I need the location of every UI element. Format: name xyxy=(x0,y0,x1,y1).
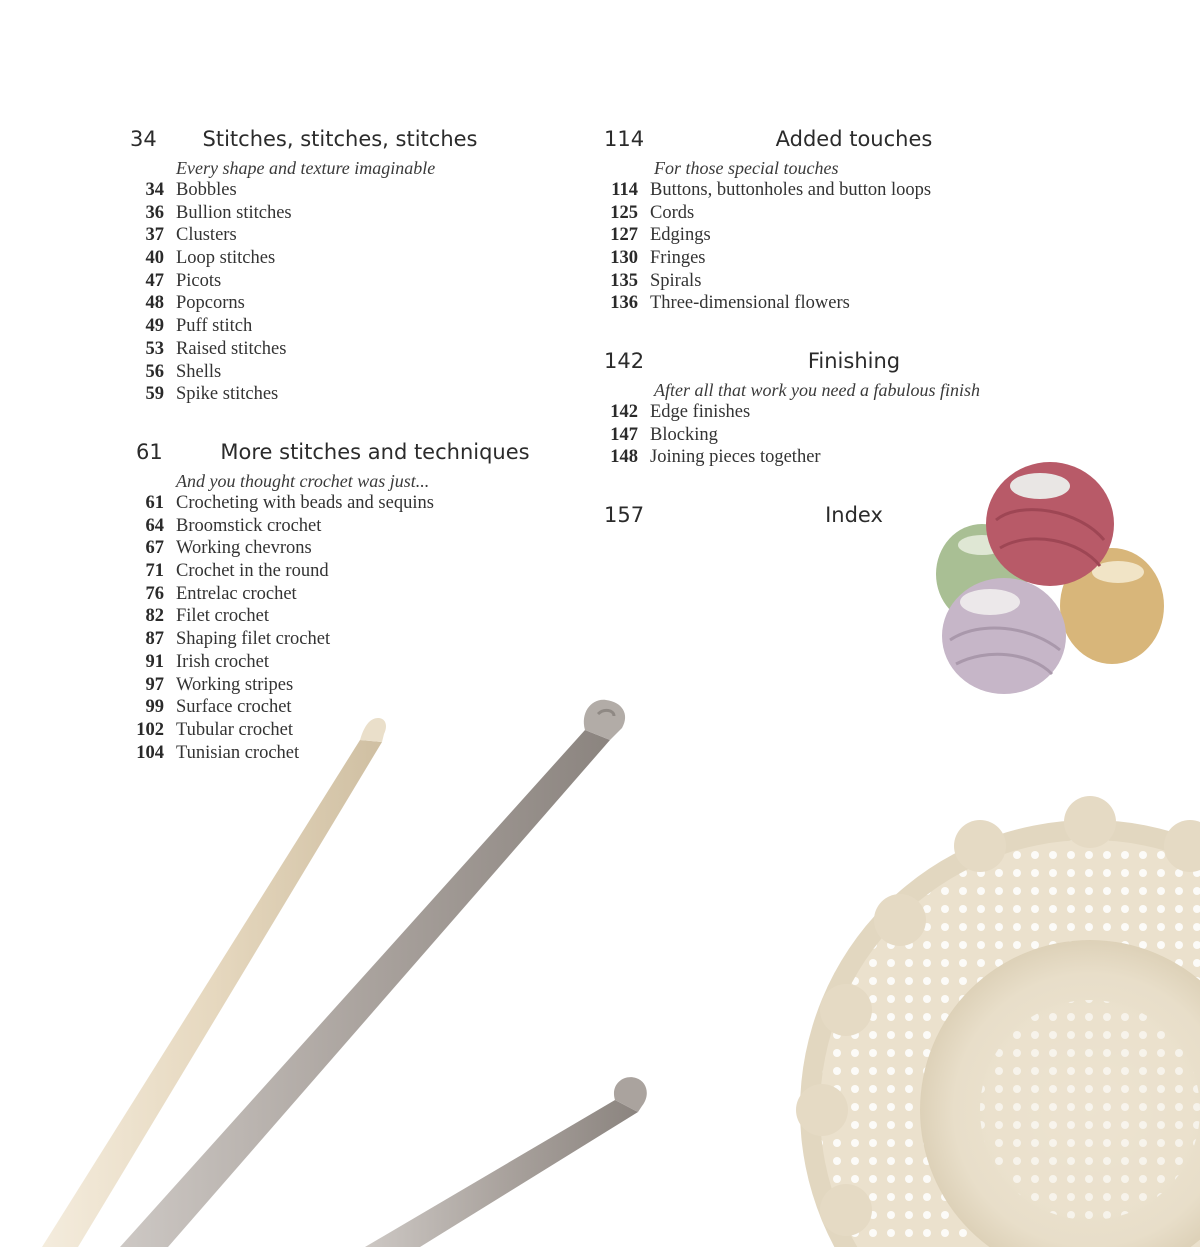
section-title: Added touches xyxy=(775,127,933,151)
entry-page: 125 xyxy=(610,202,638,223)
entry-title: Surface crochet xyxy=(176,697,292,718)
section-page-number: 114 xyxy=(604,127,645,151)
entry-title: Working stripes xyxy=(176,674,294,695)
entry-page: 127 xyxy=(610,225,638,246)
toc-entry[interactable] xyxy=(604,270,1024,293)
toc-entry[interactable] xyxy=(130,651,550,674)
section-heading xyxy=(604,349,1024,379)
toc-entry[interactable] xyxy=(604,292,1024,315)
entry-title: Joining pieces together xyxy=(650,447,821,468)
entry-title: Raised stitches xyxy=(176,338,287,359)
entry-page: 87 xyxy=(145,629,164,650)
toc-entry[interactable] xyxy=(130,537,550,560)
toc-entry[interactable] xyxy=(130,492,550,515)
section-page-number: 157 xyxy=(604,503,645,527)
entry-title: Bobbles xyxy=(176,180,237,200)
entry-title: Tunisian crochet xyxy=(176,742,300,763)
toc-entry[interactable] xyxy=(604,179,1024,202)
toc-entry[interactable] xyxy=(604,247,1024,270)
entry-page: 147 xyxy=(610,424,638,445)
toc-section-stitches xyxy=(130,127,530,406)
toc-entry[interactable] xyxy=(604,446,1024,469)
entry-title: Buttons, buttonholes and button loops xyxy=(650,180,932,200)
section-title: Index xyxy=(825,503,883,527)
entry-page: 82 xyxy=(145,606,164,627)
toc-entry[interactable] xyxy=(604,401,1024,424)
entry-title: Shaping filet crochet xyxy=(176,629,331,650)
toc-entry[interactable] xyxy=(130,719,550,742)
entry-page: 142 xyxy=(610,402,638,422)
entry-title: Three-dimensional flowers xyxy=(650,293,850,314)
entry-page: 53 xyxy=(145,338,164,359)
entry-title: Spirals xyxy=(650,270,702,291)
entry-page: 104 xyxy=(136,742,164,763)
entry-page: 36 xyxy=(145,202,164,223)
crochet-hooks-illustration xyxy=(42,700,647,1247)
entry-page: 130 xyxy=(610,248,638,269)
toc-entry[interactable] xyxy=(130,202,530,225)
toc-entry[interactable] xyxy=(130,605,550,628)
toc-entry[interactable] xyxy=(604,424,1024,447)
section-subtitle: After all that work you need a fabulous finish xyxy=(654,380,980,400)
toc-entry[interactable] xyxy=(130,224,530,247)
section-page-number: 142 xyxy=(604,349,645,373)
entry-title: Fringes xyxy=(650,248,706,269)
toc-entry[interactable] xyxy=(604,224,1024,247)
entry-list xyxy=(604,401,1024,469)
section-title: More stitches and techniques xyxy=(220,440,530,464)
toc-entry[interactable] xyxy=(130,361,530,384)
entry-page: 135 xyxy=(610,270,638,291)
toc-entry[interactable] xyxy=(130,560,550,583)
entry-title: Entrelac crochet xyxy=(176,583,297,604)
entry-title: Blocking xyxy=(650,424,718,445)
entry-page: 48 xyxy=(145,293,164,314)
toc-section-index[interactable] xyxy=(604,503,1024,533)
lilac-yarn-ball-icon xyxy=(942,578,1066,694)
toc-section-finishing xyxy=(604,349,1024,469)
section-page-number: 34 xyxy=(130,127,157,151)
entry-page: 34 xyxy=(145,180,164,200)
entry-page: 67 xyxy=(145,538,164,559)
toc-entry[interactable] xyxy=(130,515,550,538)
section-subtitle: Every shape and texture imaginable xyxy=(176,158,436,178)
entry-page: 71 xyxy=(145,561,164,582)
entry-title: Edge finishes xyxy=(650,402,751,422)
entry-title: Puff stitch xyxy=(176,316,253,337)
entry-title: Cords xyxy=(650,202,695,223)
toc-entry[interactable] xyxy=(130,292,530,315)
lace-doily-illustration xyxy=(796,796,1200,1247)
toc-entry[interactable] xyxy=(130,674,550,697)
entry-title: Shells xyxy=(176,361,222,382)
toc-entry[interactable] xyxy=(130,338,530,361)
toc-entry[interactable] xyxy=(130,270,530,293)
entry-list xyxy=(604,179,1024,315)
entry-title: Picots xyxy=(176,270,222,291)
section-heading xyxy=(604,127,1024,157)
entry-title: Irish crochet xyxy=(176,651,269,672)
entry-title: Loop stitches xyxy=(176,248,276,269)
grey-hook-small-icon xyxy=(365,1077,647,1247)
entry-list xyxy=(130,492,550,764)
entry-page: 37 xyxy=(145,225,164,246)
entry-page: 91 xyxy=(145,651,164,672)
entry-page: 59 xyxy=(145,384,164,405)
toc-section-added-touches xyxy=(604,127,1024,315)
entry-page: 136 xyxy=(610,293,638,314)
entry-page: 56 xyxy=(145,361,164,382)
toc-entry[interactable] xyxy=(130,628,550,651)
entry-title: Tubular crochet xyxy=(176,719,293,740)
entry-title: Bullion stitches xyxy=(176,202,292,223)
section-title: Stitches, stitches, stitches xyxy=(202,127,478,151)
entry-page: 64 xyxy=(145,515,164,536)
entry-page: 102 xyxy=(136,719,164,740)
toc-entry[interactable] xyxy=(130,742,550,765)
section-heading xyxy=(604,503,1024,533)
toc-section-more-stitches xyxy=(130,440,550,764)
entry-page: 114 xyxy=(611,180,638,200)
toc-entry[interactable] xyxy=(130,696,550,719)
entry-title: Edgings xyxy=(650,225,711,246)
entry-page: 99 xyxy=(145,697,164,718)
entry-page: 97 xyxy=(145,674,164,695)
section-title: Finishing xyxy=(807,349,901,373)
toc-entry[interactable] xyxy=(130,179,530,202)
section-subtitle: For those special touches xyxy=(654,158,839,178)
entry-title: Clusters xyxy=(176,225,237,246)
entry-title: Crocheting with beads and sequins xyxy=(176,493,434,513)
entry-list xyxy=(130,179,530,406)
entry-page: 40 xyxy=(145,248,164,269)
entry-title: Working chevrons xyxy=(176,538,312,559)
entry-page: 148 xyxy=(610,447,638,468)
toc-entry[interactable] xyxy=(130,247,530,270)
section-heading xyxy=(130,127,530,157)
toc-entry[interactable] xyxy=(130,383,530,406)
toc-entry[interactable] xyxy=(130,583,550,606)
section-heading xyxy=(130,440,550,470)
yarn-balls-illustration xyxy=(936,462,1164,694)
entry-title: Spike stitches xyxy=(176,384,279,405)
entry-title: Broomstick crochet xyxy=(176,515,322,536)
entry-title: Popcorns xyxy=(176,293,245,314)
entry-title: Filet crochet xyxy=(176,606,269,627)
entry-page: 49 xyxy=(145,316,164,337)
toc-entry[interactable] xyxy=(130,315,530,338)
entry-title: Crochet in the round xyxy=(176,561,329,582)
section-page-number: 61 xyxy=(136,440,163,464)
entry-page: 61 xyxy=(145,493,164,513)
section-subtitle: And you thought crochet was just... xyxy=(176,471,430,491)
entry-page: 47 xyxy=(145,270,164,291)
toc-entry[interactable] xyxy=(604,202,1024,225)
entry-page: 76 xyxy=(145,583,164,604)
